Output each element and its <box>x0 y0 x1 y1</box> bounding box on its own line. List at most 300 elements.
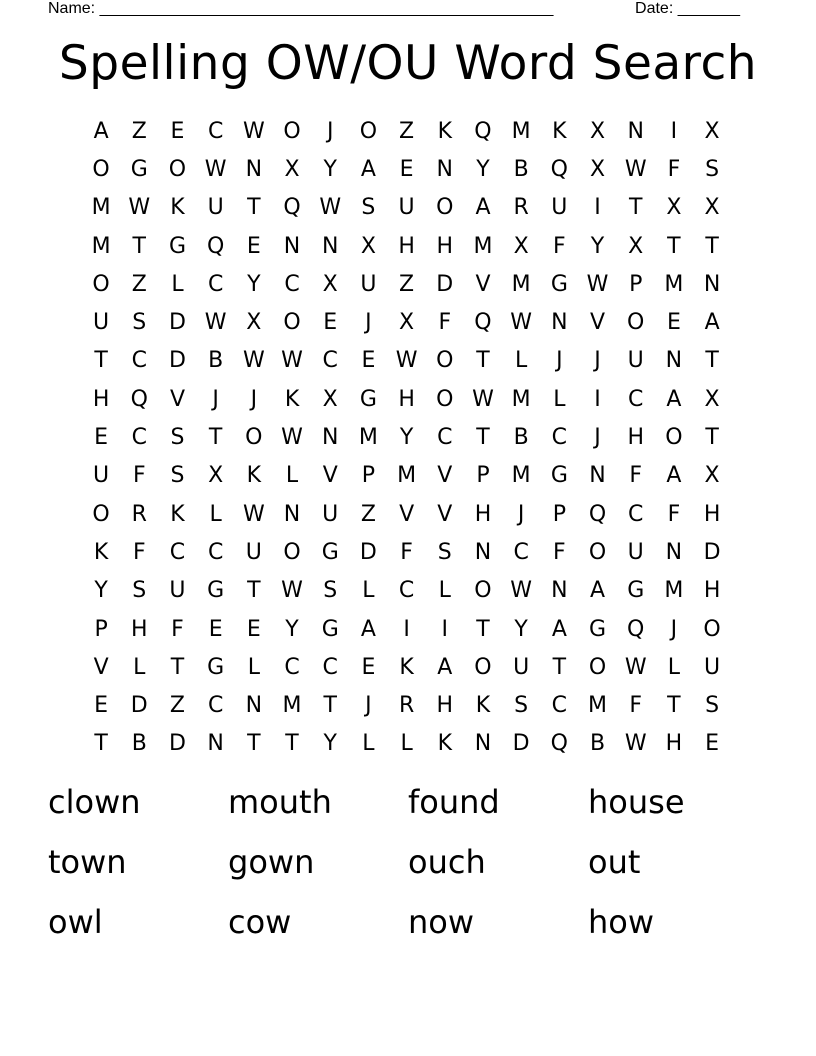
grid-letter[interactable]: O <box>283 310 301 336</box>
grid-letter[interactable]: Q <box>627 616 645 642</box>
grid-letter[interactable]: O <box>474 578 492 604</box>
grid-letter[interactable]: C <box>551 693 568 719</box>
grid-letter[interactable]: H <box>665 731 683 757</box>
grid-letter[interactable]: M <box>511 118 531 144</box>
grid-letter[interactable]: C <box>513 539 529 565</box>
grid-letter[interactable]: P <box>361 463 376 489</box>
grid-letter[interactable]: M <box>664 578 684 604</box>
grid-letter[interactable]: T <box>705 348 719 374</box>
grid-letter[interactable]: X <box>704 386 720 412</box>
grid-letter[interactable]: L <box>400 731 413 757</box>
grid-letter[interactable]: U <box>551 195 568 221</box>
grid-letter[interactable]: L <box>667 654 681 680</box>
grid-letter[interactable]: A <box>590 578 606 604</box>
grid-letter[interactable]: U <box>207 195 224 221</box>
grid-letter[interactable]: E <box>399 156 414 182</box>
grid-letter[interactable]: H <box>474 501 492 527</box>
grid-letter[interactable]: N <box>245 156 263 182</box>
grid-letter[interactable]: H <box>703 578 721 604</box>
grid-letter[interactable]: D <box>436 271 454 297</box>
grid-letter[interactable]: J <box>517 501 525 527</box>
grid-letter[interactable]: U <box>360 271 377 297</box>
grid-letter[interactable]: O <box>703 616 721 642</box>
grid-letter[interactable]: W <box>510 578 533 604</box>
grid-letter[interactable]: N <box>589 463 606 489</box>
grid-letter[interactable]: X <box>589 156 606 182</box>
grid-letter[interactable]: I <box>670 118 678 144</box>
grid-letter[interactable]: B <box>131 731 147 757</box>
grid-letter[interactable]: Q <box>550 156 568 182</box>
grid-letter[interactable]: Y <box>94 578 108 604</box>
grid-letter[interactable]: S <box>132 310 147 336</box>
grid-letter[interactable]: F <box>629 693 643 719</box>
grid-letter[interactable]: A <box>704 310 720 336</box>
grid-letter[interactable]: C <box>284 654 300 680</box>
grid-letter[interactable]: X <box>513 233 529 259</box>
grid-letter[interactable]: G <box>359 386 377 412</box>
grid-letter[interactable]: U <box>93 463 110 489</box>
grid-letter[interactable]: T <box>132 233 146 259</box>
grid-letter[interactable]: W <box>510 310 533 336</box>
grid-letter[interactable]: E <box>246 616 261 642</box>
grid-letter[interactable]: K <box>437 118 452 144</box>
grid-letter[interactable]: X <box>704 195 720 221</box>
grid-letter[interactable]: K <box>246 463 262 489</box>
grid-letter[interactable]: L <box>515 348 528 374</box>
grid-letter[interactable]: N <box>665 539 683 565</box>
grid-letter[interactable]: T <box>323 693 337 719</box>
grid-letter[interactable]: U <box>169 578 186 604</box>
grid-letter[interactable]: J <box>365 310 372 336</box>
grid-letter[interactable]: W <box>281 425 303 451</box>
grid-letter[interactable]: O <box>436 386 454 412</box>
grid-letter[interactable]: X <box>704 463 720 489</box>
grid-letter[interactable]: R <box>398 693 415 719</box>
grid-letter[interactable]: J <box>594 425 601 451</box>
grid-letter[interactable]: U <box>704 654 721 680</box>
grid-letter[interactable]: O <box>474 654 492 680</box>
grid-letter[interactable]: W <box>204 156 227 182</box>
grid-letter[interactable]: W <box>624 731 647 757</box>
grid-letter[interactable]: O <box>168 156 187 182</box>
grid-letter[interactable]: F <box>132 463 146 489</box>
grid-letter[interactable]: F <box>553 233 566 259</box>
grid-letter[interactable]: M <box>91 195 111 221</box>
grid-letter[interactable]: B <box>589 731 606 757</box>
grid-letter[interactable]: N <box>245 693 263 719</box>
grid-letter[interactable]: N <box>474 539 492 565</box>
grid-letter[interactable]: T <box>667 693 681 719</box>
grid-letter[interactable]: C <box>398 578 415 604</box>
grid-letter[interactable]: E <box>94 693 109 719</box>
grid-letter[interactable]: A <box>551 616 567 642</box>
grid-letter[interactable]: T <box>94 731 108 757</box>
grid-letter[interactable]: I <box>594 195 601 221</box>
grid-letter[interactable]: C <box>284 271 300 297</box>
grid-letter[interactable]: K <box>552 118 567 144</box>
grid-letter[interactable]: W <box>586 271 609 297</box>
grid-letter[interactable]: X <box>322 386 338 412</box>
grid-letter[interactable]: L <box>362 578 375 604</box>
grid-letter[interactable]: X <box>246 310 262 336</box>
grid-letter[interactable]: O <box>436 348 454 374</box>
grid-letter[interactable]: T <box>628 195 643 221</box>
grid-letter[interactable]: N <box>627 118 644 144</box>
grid-letter[interactable]: A <box>666 386 682 412</box>
grid-letter[interactable]: M <box>664 271 684 297</box>
name-field[interactable]: Name: ___________________________________________________ <box>48 0 554 17</box>
grid-letter[interactable]: O <box>92 271 110 297</box>
grid-letter[interactable]: G <box>168 233 186 259</box>
grid-letter[interactable]: Q <box>130 386 148 412</box>
grid-letter[interactable]: H <box>398 386 415 412</box>
grid-letter[interactable]: O <box>245 425 263 451</box>
grid-letter[interactable]: Y <box>323 731 337 757</box>
grid-letter[interactable]: N <box>283 233 301 259</box>
grid-letter[interactable]: I <box>441 616 449 642</box>
grid-letter[interactable]: X <box>589 118 606 144</box>
grid-letter[interactable]: M <box>397 463 417 489</box>
grid-letter[interactable]: Y <box>323 156 337 182</box>
grid-letter[interactable]: G <box>550 463 568 489</box>
grid-letter[interactable]: Z <box>360 501 376 527</box>
word-list-item: town <box>48 843 127 881</box>
grid-letter[interactable]: M <box>511 463 531 489</box>
grid-letter[interactable]: R <box>131 501 147 527</box>
grid-letter[interactable]: M <box>282 693 302 719</box>
grid-letter[interactable]: F <box>171 616 184 642</box>
grid-letter[interactable]: A <box>666 463 682 489</box>
grid-letter[interactable]: C <box>322 654 338 680</box>
grid-letter[interactable]: Q <box>206 233 225 259</box>
grid-letter[interactable]: C <box>207 539 224 565</box>
grid-letter[interactable]: E <box>94 425 109 451</box>
grid-letter[interactable]: K <box>170 195 185 221</box>
grid-letter[interactable]: E <box>170 118 185 144</box>
grid-letter[interactable]: D <box>512 731 530 757</box>
grid-letter[interactable]: X <box>704 118 720 144</box>
grid-letter[interactable]: U <box>513 654 530 680</box>
grid-letter[interactable]: O <box>665 425 683 451</box>
grid-letter[interactable]: L <box>553 386 566 412</box>
grid-letter[interactable]: F <box>438 310 452 336</box>
grid-letter[interactable]: O <box>92 156 110 182</box>
grid-letter[interactable]: Y <box>247 271 261 297</box>
grid-letter[interactable]: O <box>359 118 378 144</box>
grid-letter[interactable]: B <box>208 348 224 374</box>
grid-letter[interactable]: Y <box>285 616 299 642</box>
grid-letter[interactable]: M <box>511 271 531 297</box>
grid-letter[interactable]: V <box>437 463 453 489</box>
grid-letter[interactable]: X <box>666 195 682 221</box>
grid-letter[interactable]: D <box>168 310 186 336</box>
word-list-item: cow <box>228 903 292 941</box>
grid-letter[interactable]: C <box>207 118 224 144</box>
grid-letter[interactable]: D <box>168 731 186 757</box>
grid-letter[interactable]: T <box>476 348 490 374</box>
grid-letter[interactable]: W <box>204 310 227 336</box>
grid-letter[interactable]: X <box>208 463 224 489</box>
grid-letter[interactable]: S <box>361 195 376 221</box>
grid-letter[interactable]: N <box>321 233 339 259</box>
word-list-item: now <box>408 903 475 941</box>
grid-letter[interactable]: S <box>132 578 147 604</box>
grid-letter[interactable]: N <box>436 156 454 182</box>
grid-letter[interactable]: F <box>132 539 146 565</box>
grid-letter[interactable]: J <box>594 348 601 374</box>
grid-letter[interactable]: P <box>629 271 643 297</box>
grid-letter[interactable]: Z <box>131 118 147 144</box>
grid-letter[interactable]: M <box>511 386 531 412</box>
grid-letter[interactable]: M <box>473 233 493 259</box>
grid-letter[interactable]: C <box>131 425 147 451</box>
grid-letter[interactable]: X <box>399 310 415 336</box>
grid-letter[interactable]: X <box>322 271 338 297</box>
grid-letter[interactable]: H <box>131 616 148 642</box>
grid-letter[interactable]: J <box>670 616 678 642</box>
grid-letter[interactable]: S <box>170 425 185 451</box>
grid-letter[interactable]: N <box>474 731 492 757</box>
grid-letter[interactable]: E <box>208 616 223 642</box>
grid-letter[interactable]: N <box>321 425 339 451</box>
grid-letter[interactable]: J <box>250 386 258 412</box>
grid-letter[interactable]: G <box>207 578 225 604</box>
letter-grid <box>82 112 731 763</box>
grid-letter[interactable]: M <box>358 425 378 451</box>
grid-letter[interactable]: T <box>208 425 223 451</box>
grid-letter[interactable]: O <box>92 501 110 527</box>
grid-letter[interactable]: A <box>360 616 376 642</box>
grid-letter[interactable]: E <box>705 731 720 757</box>
grid-letter[interactable]: W <box>395 348 418 374</box>
grid-letter[interactable]: N <box>703 271 721 297</box>
grid-letter[interactable]: K <box>93 539 109 565</box>
grid-letter[interactable]: S <box>323 578 338 604</box>
grid-letter[interactable]: O <box>627 310 645 336</box>
grid-letter[interactable]: L <box>133 654 146 680</box>
grid-letter[interactable]: G <box>207 654 225 680</box>
grid-letter[interactable]: L <box>362 731 375 757</box>
grid-letter[interactable]: O <box>283 539 301 565</box>
grid-letter[interactable]: D <box>130 693 148 719</box>
grid-letter[interactable]: S <box>437 539 452 565</box>
grid-letter[interactable]: Z <box>399 271 415 297</box>
word-list-item: how <box>588 903 655 941</box>
grid-letter[interactable]: J <box>365 693 372 719</box>
grid-letter[interactable]: F <box>400 539 413 565</box>
grid-letter[interactable]: N <box>207 731 224 757</box>
grid-letter[interactable]: S <box>705 156 720 182</box>
grid-letter[interactable]: A <box>93 118 109 144</box>
grid-letter[interactable]: V <box>590 310 606 336</box>
grid-letter[interactable]: A <box>475 195 491 221</box>
grid-letter[interactable]: C <box>628 386 644 412</box>
grid-letter[interactable]: E <box>361 654 376 680</box>
grid-letter[interactable]: E <box>323 310 338 336</box>
grid-letter[interactable]: T <box>705 233 719 259</box>
grid-letter[interactable]: Y <box>590 233 605 259</box>
grid-letter[interactable]: R <box>513 195 529 221</box>
grid-letter[interactable]: G <box>550 271 568 297</box>
grid-letter[interactable]: L <box>438 578 451 604</box>
grid-letter[interactable]: Q <box>588 501 607 527</box>
grid-letter[interactable]: W <box>319 195 342 221</box>
grid-letter[interactable]: O <box>283 118 301 144</box>
grid-letter[interactable]: W <box>624 654 647 680</box>
grid-letter[interactable]: K <box>284 386 300 412</box>
grid-letter[interactable]: T <box>247 578 261 604</box>
grid-letter[interactable]: H <box>436 233 454 259</box>
grid-letter[interactable]: V <box>475 271 491 297</box>
grid-letter[interactable]: L <box>209 501 222 527</box>
grid-letter[interactable]: G <box>627 578 645 604</box>
grid-letter[interactable]: I <box>403 616 410 642</box>
grid-letter[interactable]: Q <box>474 118 492 144</box>
grid-letter[interactable]: I <box>594 386 601 412</box>
grid-letter[interactable]: F <box>629 463 643 489</box>
grid-letter[interactable]: G <box>130 156 148 182</box>
grid-letter[interactable]: C <box>551 425 568 451</box>
grid-letter[interactable]: C <box>322 348 338 374</box>
grid-letter[interactable]: F <box>667 156 681 182</box>
grid-letter[interactable]: H <box>436 693 454 719</box>
grid-letter[interactable]: Q <box>283 195 301 221</box>
grid-letter[interactable]: L <box>171 271 184 297</box>
grid-letter[interactable]: W <box>472 386 494 412</box>
word-list-item: out <box>588 843 641 881</box>
grid-letter[interactable]: G <box>321 616 339 642</box>
grid-letter[interactable]: J <box>212 386 219 412</box>
grid-letter[interactable]: K <box>475 693 491 719</box>
grid-letter[interactable]: A <box>437 654 453 680</box>
grid-letter[interactable]: Y <box>399 425 414 451</box>
grid-letter[interactable]: W <box>281 578 303 604</box>
grid-letter[interactable]: T <box>247 195 261 221</box>
grid-letter[interactable]: S <box>170 463 185 489</box>
grid-letter[interactable]: E <box>666 310 681 336</box>
grid-letter[interactable]: U <box>627 348 644 374</box>
grid-letter[interactable]: P <box>94 616 108 642</box>
word-list-item: clown <box>48 783 141 821</box>
grid-letter[interactable]: T <box>667 233 681 259</box>
grid-letter[interactable]: U <box>245 539 262 565</box>
grid-letter[interactable]: J <box>326 118 334 144</box>
grid-letter[interactable]: Z <box>169 693 185 719</box>
grid-letter[interactable]: A <box>360 156 376 182</box>
grid-letter[interactable]: T <box>552 654 567 680</box>
grid-letter[interactable]: D <box>703 539 721 565</box>
grid-letter[interactable]: U <box>627 539 644 565</box>
grid-letter[interactable]: P <box>476 463 490 489</box>
grid-letter[interactable]: T <box>285 731 299 757</box>
grid-letter[interactable]: H <box>703 501 721 527</box>
grid-letter[interactable]: F <box>667 501 681 527</box>
word-list-item: house <box>588 783 685 821</box>
grid-letter[interactable]: N <box>551 310 568 336</box>
grid-letter[interactable]: S <box>514 693 529 719</box>
grid-letter[interactable]: C <box>207 693 224 719</box>
grid-letter[interactable]: H <box>92 386 110 412</box>
grid-letter[interactable]: W <box>128 195 151 221</box>
grid-letter[interactable]: V <box>399 501 415 527</box>
grid-letter[interactable]: V <box>93 654 109 680</box>
grid-letter[interactable]: E <box>361 348 376 374</box>
grid-letter[interactable]: H <box>627 425 644 451</box>
grid-letter[interactable]: K <box>170 501 185 527</box>
grid-letter[interactable]: G <box>589 616 607 642</box>
grid-letter[interactable]: E <box>246 233 261 259</box>
grid-letter[interactable]: S <box>705 693 720 719</box>
grid-letter[interactable]: N <box>551 578 568 604</box>
grid-letter[interactable]: K <box>399 654 414 680</box>
grid-letter[interactable]: T <box>476 616 490 642</box>
grid-letter[interactable]: N <box>665 348 683 374</box>
grid-letter[interactable]: T <box>247 731 261 757</box>
grid-letter[interactable]: T <box>476 425 490 451</box>
grid-letter[interactable]: D <box>168 348 186 374</box>
grid-letter[interactable]: O <box>588 539 607 565</box>
grid-letter[interactable]: X <box>360 233 376 259</box>
grid-letter[interactable]: F <box>553 539 566 565</box>
grid-letter[interactable]: W <box>624 156 647 182</box>
grid-letter[interactable]: G <box>321 539 339 565</box>
grid-letter[interactable]: M <box>91 233 111 259</box>
grid-letter[interactable]: B <box>513 156 529 182</box>
grid-letter[interactable]: C <box>131 348 147 374</box>
grid-letter[interactable]: T <box>170 654 185 680</box>
grid-letter[interactable]: B <box>513 425 529 451</box>
grid-letter[interactable]: Y <box>476 156 490 182</box>
grid-letter[interactable]: Y <box>514 616 528 642</box>
grid-letter[interactable]: V <box>322 463 338 489</box>
grid-letter[interactable]: U <box>398 195 415 221</box>
grid-letter[interactable]: N <box>283 501 301 527</box>
grid-letter[interactable]: K <box>437 731 452 757</box>
grid-letter[interactable]: X <box>628 233 644 259</box>
grid-letter[interactable]: Q <box>550 731 568 757</box>
grid-letter[interactable]: U <box>322 501 339 527</box>
grid-letter[interactable]: J <box>556 348 563 374</box>
grid-letter[interactable]: O <box>588 654 607 680</box>
grid-letter[interactable]: W <box>242 118 265 144</box>
grid-letter[interactable]: Q <box>474 310 492 336</box>
grid-letter[interactable]: X <box>284 156 300 182</box>
grid-letter[interactable]: D <box>359 539 377 565</box>
grid-letter[interactable]: T <box>705 425 719 451</box>
word-list-item: mouth <box>228 783 332 821</box>
grid-letter[interactable]: C <box>437 425 453 451</box>
grid-letter[interactable]: P <box>552 501 566 527</box>
grid-letter[interactable]: L <box>247 654 260 680</box>
grid-letter[interactable]: W <box>242 348 265 374</box>
grid-letter[interactable]: O <box>436 195 454 221</box>
grid-letter[interactable]: W <box>281 348 303 374</box>
grid-letter[interactable]: C <box>169 539 186 565</box>
grid-letter[interactable]: M <box>588 693 608 719</box>
grid-letter[interactable]: T <box>94 348 108 374</box>
grid-letter[interactable]: W <box>242 501 265 527</box>
grid-letter[interactable]: V <box>169 386 185 412</box>
grid-letter[interactable]: U <box>93 310 110 336</box>
grid-letter[interactable]: L <box>285 463 299 489</box>
grid-letter[interactable]: Z <box>131 271 147 297</box>
grid-letter[interactable]: C <box>207 271 224 297</box>
grid-letter[interactable]: V <box>437 501 453 527</box>
date-field[interactable]: Date: _______ <box>635 0 740 17</box>
grid-letter[interactable]: C <box>628 501 644 527</box>
grid-letter[interactable]: H <box>398 233 415 259</box>
grid-letter[interactable]: Z <box>399 118 415 144</box>
